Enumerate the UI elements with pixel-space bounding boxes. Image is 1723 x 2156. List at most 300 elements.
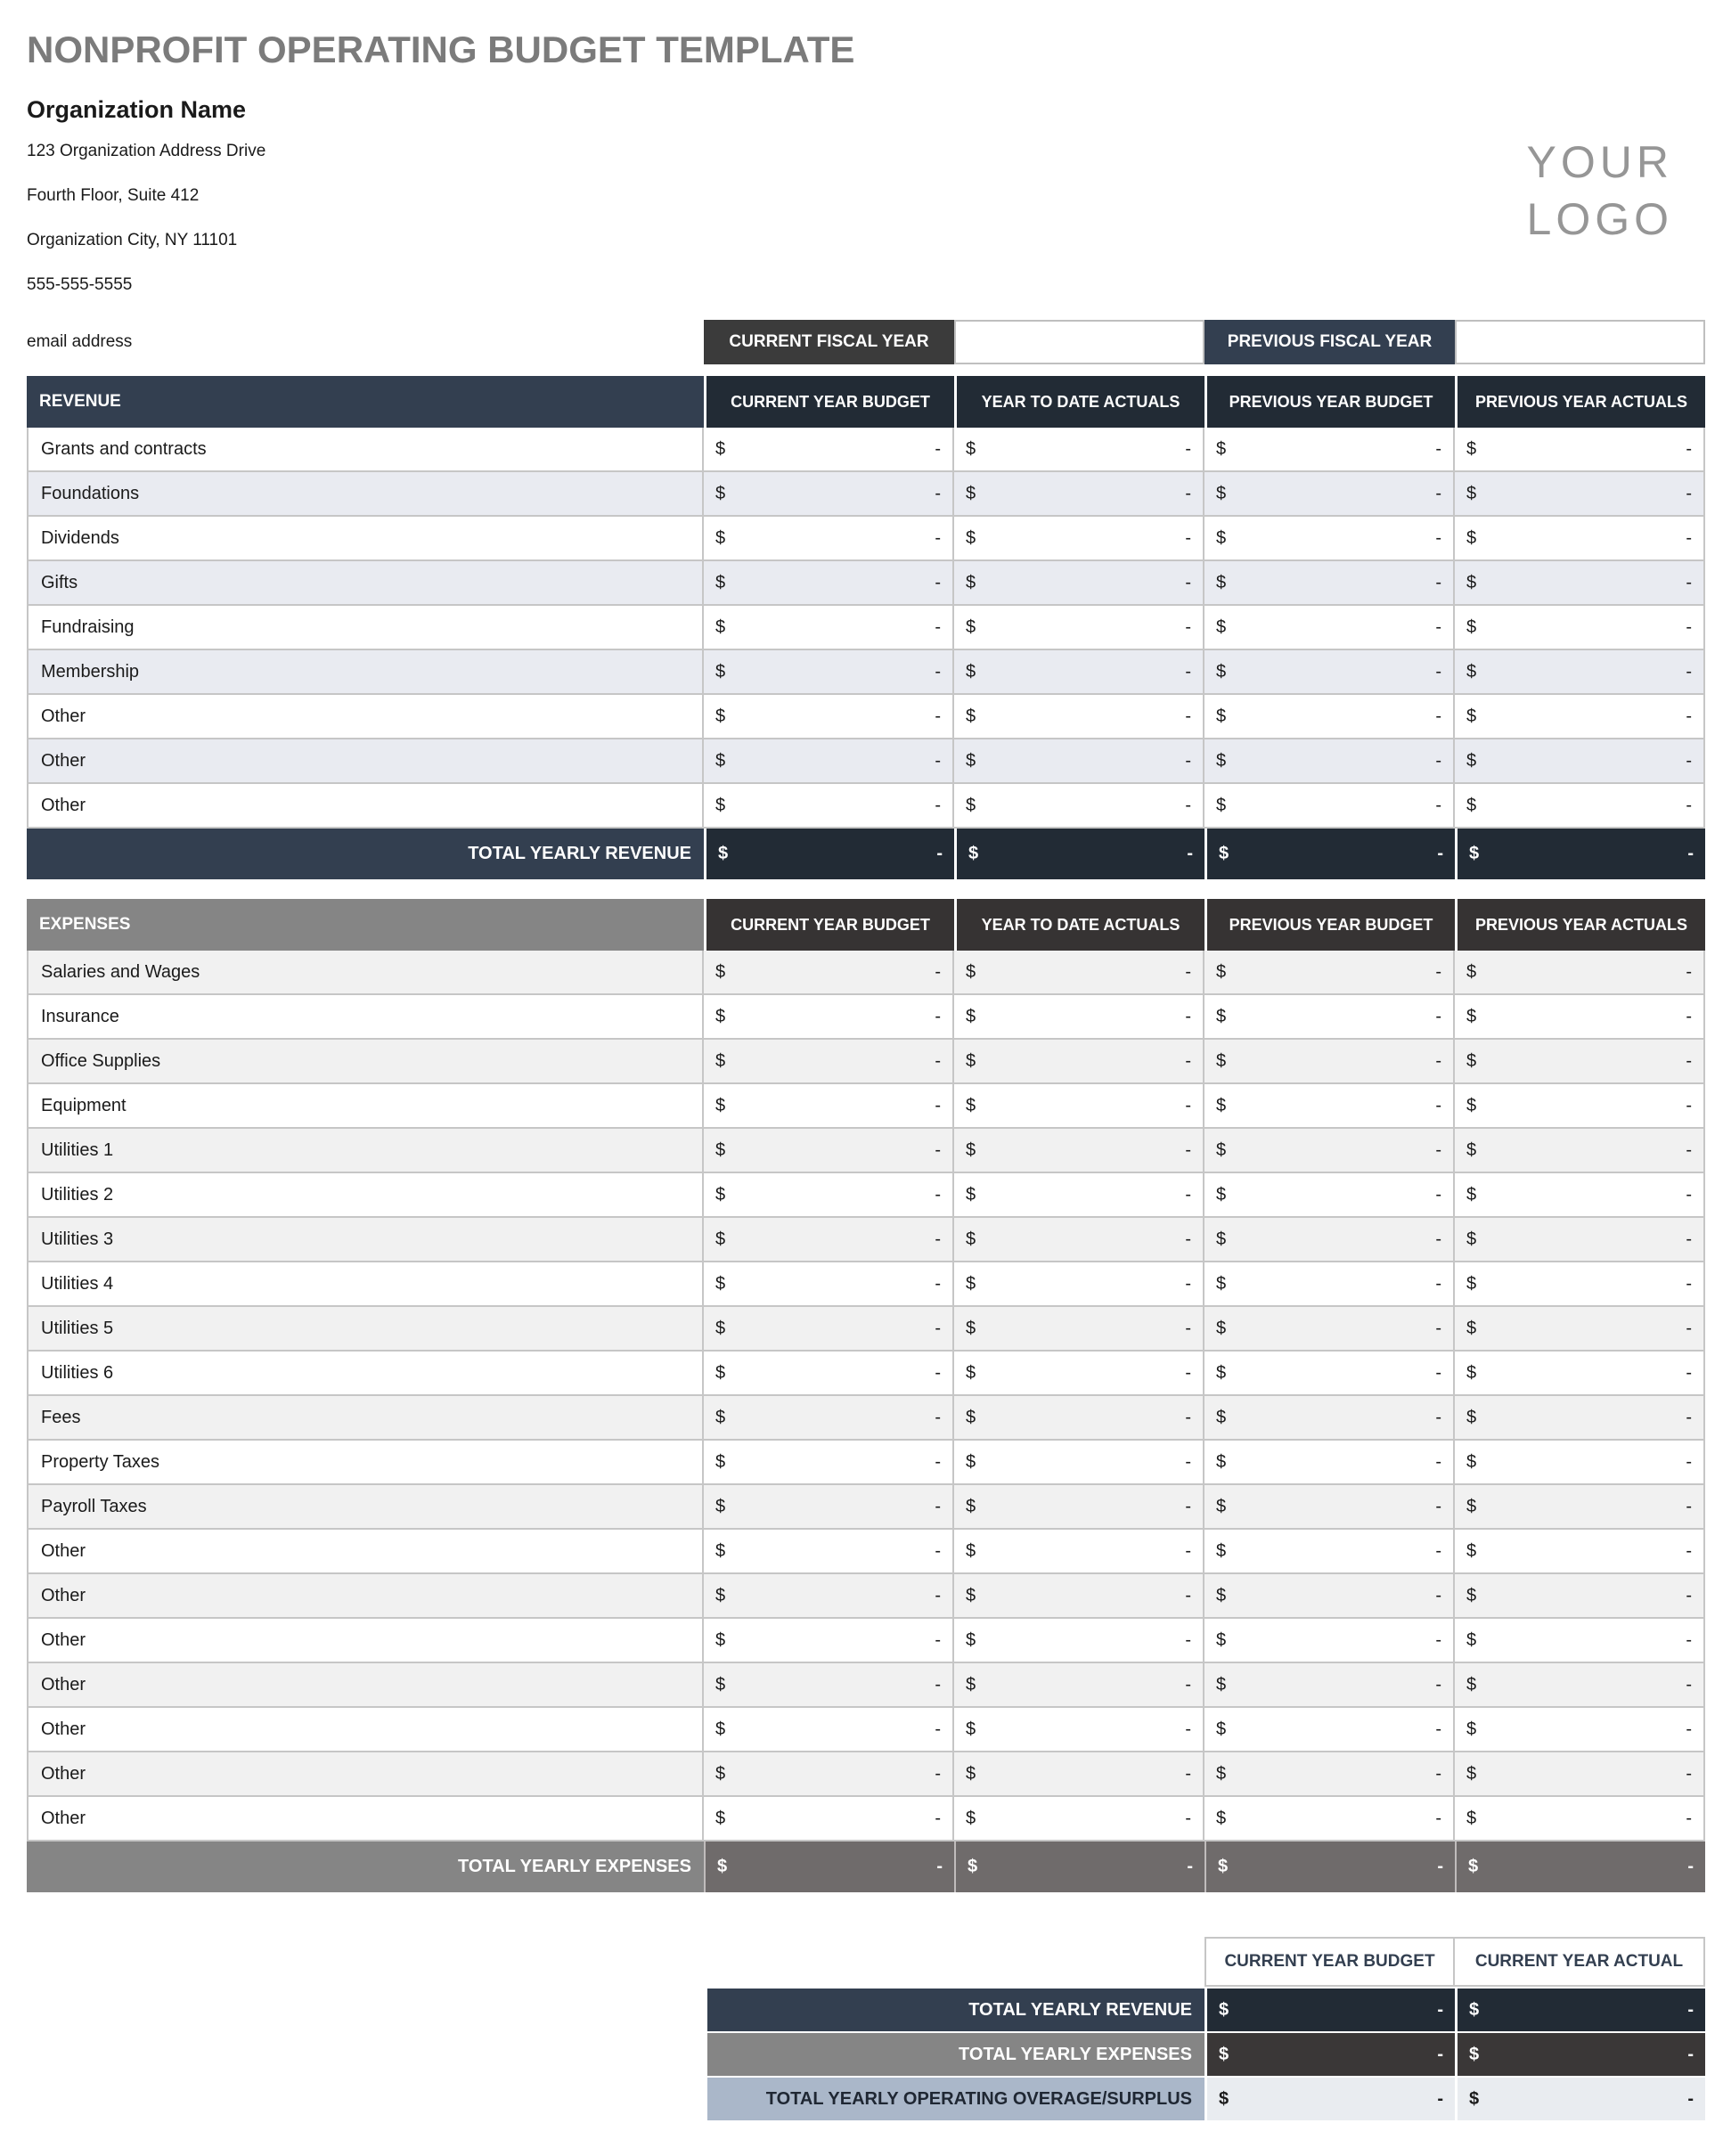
row-label-cell: Other: [27, 1708, 704, 1751]
column-header-year-to-date-actuals: YEAR TO DATE ACTUALS: [954, 376, 1204, 428]
previous-fiscal-year-label: PREVIOUS FISCAL YEAR: [1204, 320, 1455, 364]
value-cell[interactable]: [1204, 1352, 1455, 1394]
column-header-current-year-budget: CURRENT YEAR BUDGET: [704, 899, 954, 951]
currency-symbol: $: [1218, 1857, 1229, 1876]
value-cell[interactable]: [954, 1574, 1204, 1617]
value-cell[interactable]: [1204, 1797, 1455, 1840]
currency-symbol: $: [966, 1095, 976, 1115]
column-header-current-year-budget: CURRENT YEAR BUDGET: [704, 376, 954, 428]
cell-value: -: [1185, 1540, 1191, 1561]
cell-value: -: [1185, 1184, 1191, 1205]
table-row: [27, 784, 1705, 829]
cell-value: -: [1435, 1407, 1441, 1427]
currency-symbol: $: [1469, 844, 1480, 863]
row-label-cell: Gifts: [27, 561, 704, 604]
cell-value: -: [935, 1540, 941, 1561]
cell-value: -: [1686, 1273, 1692, 1294]
value-cell[interactable]: [1455, 784, 1705, 827]
value-cell[interactable]: [1455, 517, 1705, 559]
cell-value: -: [935, 1585, 941, 1605]
value-cell[interactable]: [1204, 1307, 1455, 1350]
value-cell[interactable]: [1204, 606, 1455, 649]
value-cell[interactable]: [1455, 1084, 1705, 1127]
currency-symbol: $: [1466, 1273, 1477, 1294]
value-cell[interactable]: [1455, 1708, 1705, 1751]
value-cell[interactable]: [954, 1441, 1204, 1483]
currency-symbol: $: [715, 750, 726, 771]
currency-symbol: $: [966, 1139, 976, 1160]
currency-symbol: $: [715, 1362, 726, 1383]
value-cell[interactable]: [1455, 472, 1705, 515]
currency-symbol: $: [1216, 706, 1227, 726]
fiscal-year-row: [27, 320, 1705, 364]
row-label-cell: Office Supplies: [27, 1040, 704, 1082]
value-cell[interactable]: [704, 1574, 954, 1617]
organization-address-line1: 123 Organization Address Drive: [27, 142, 266, 160]
currency-symbol: $: [1216, 795, 1227, 815]
row-label-cell: Other: [27, 1619, 704, 1662]
value-cell[interactable]: [954, 1485, 1204, 1528]
value-cell[interactable]: [1455, 1307, 1705, 1350]
currency-symbol: $: [1468, 1857, 1479, 1876]
value-cell[interactable]: [1455, 951, 1705, 993]
value-cell[interactable]: [954, 650, 1204, 693]
cell-value: -: [1435, 1095, 1441, 1115]
value-cell[interactable]: [1455, 739, 1705, 782]
currency-symbol: $: [966, 661, 976, 682]
value-cell[interactable]: [1204, 1752, 1455, 1795]
revenue-section-label: REVENUE: [27, 376, 704, 428]
cell-value: -: [1185, 1629, 1191, 1650]
currency-symbol: $: [1469, 1999, 1480, 2020]
table-row: [27, 650, 1705, 695]
page-title: NONPROFIT OPERATING BUDGET TEMPLATE: [27, 29, 855, 70]
cell-value: -: [1435, 1006, 1441, 1026]
value-cell[interactable]: [704, 1530, 954, 1572]
currency-symbol: $: [715, 1451, 726, 1472]
row-label-cell: Payroll Taxes: [27, 1485, 704, 1528]
value-cell[interactable]: [954, 1084, 1204, 1127]
row-label-cell: Grants and contracts: [27, 428, 704, 470]
value-cell[interactable]: [704, 1708, 954, 1751]
table-row: [27, 1663, 1705, 1708]
currency-symbol: $: [1216, 438, 1227, 459]
value-cell[interactable]: [704, 1218, 954, 1261]
summary-row-total-yearly-expenses: [707, 2033, 1705, 2076]
currency-symbol: $: [715, 1585, 726, 1605]
value-cell[interactable]: [1204, 1396, 1455, 1439]
value-cell[interactable]: [1204, 739, 1455, 782]
cell-value: -: [935, 1184, 941, 1205]
summary-column-current-year-actual: CURRENT YEAR ACTUAL: [1455, 1937, 1705, 1987]
value-cell[interactable]: [1204, 1262, 1455, 1305]
cell-value: -: [935, 1719, 941, 1739]
currency-symbol: $: [1216, 661, 1227, 682]
currency-symbol: $: [715, 438, 726, 459]
cell-value: -: [935, 1318, 941, 1338]
value-cell[interactable]: [1455, 1752, 1705, 1795]
value-cell[interactable]: [1204, 995, 1455, 1038]
cell-value: -: [935, 527, 941, 548]
value-cell[interactable]: [704, 1619, 954, 1662]
value-cell[interactable]: [1455, 561, 1705, 604]
value-cell[interactable]: [954, 1530, 1204, 1572]
currency-symbol: $: [717, 1857, 728, 1876]
value-cell[interactable]: [1204, 1663, 1455, 1706]
currency-symbol: $: [966, 1451, 976, 1472]
currency-symbol: $: [1466, 1719, 1477, 1739]
table-row: [27, 1530, 1705, 1574]
value-cell[interactable]: [704, 1040, 954, 1082]
cell-value: -: [1686, 661, 1692, 682]
cell-value: -: [1185, 1719, 1191, 1739]
currency-symbol: $: [1216, 1451, 1227, 1472]
revenue-rows: [27, 428, 1705, 829]
value-cell[interactable]: [704, 428, 954, 470]
value-cell[interactable]: [704, 695, 954, 738]
value-cell[interactable]: [1455, 1485, 1705, 1528]
row-label-cell: Utilities 6: [27, 1352, 704, 1394]
value-cell[interactable]: [704, 650, 954, 693]
current-fiscal-year-label: CURRENT FISCAL YEAR: [704, 320, 954, 364]
cell-value: -: [1185, 1050, 1191, 1071]
currency-symbol: $: [1466, 1451, 1477, 1472]
cell-value: -: [935, 1050, 941, 1071]
table-row: [27, 1129, 1705, 1173]
currency-symbol: $: [1466, 1139, 1477, 1160]
currency-symbol: $: [966, 795, 976, 815]
table-row: [27, 1797, 1705, 1842]
value-cell[interactable]: [1204, 1574, 1455, 1617]
cell-value: -: [1686, 1362, 1692, 1383]
cell-value: -: [1437, 1857, 1443, 1876]
cell-value: -: [1185, 1095, 1191, 1115]
currency-symbol: $: [1216, 1318, 1227, 1338]
value-cell[interactable]: [954, 1797, 1204, 1840]
value-cell[interactable]: [704, 1396, 954, 1439]
value-cell[interactable]: [1204, 1708, 1455, 1751]
value-cell[interactable]: [704, 739, 954, 782]
cell-value: -: [1686, 1674, 1692, 1695]
row-label-cell: Utilities 5: [27, 1307, 704, 1350]
value-cell[interactable]: [1455, 1663, 1705, 1706]
table-row: [27, 1619, 1705, 1663]
cell-value: -: [1185, 483, 1191, 503]
value-cell[interactable]: [704, 1262, 954, 1305]
revenue-total-cell: [704, 829, 954, 879]
value-cell[interactable]: [954, 739, 1204, 782]
currency-symbol: $: [715, 1229, 726, 1249]
logo-placeholder: [1527, 134, 1673, 248]
cell-value: -: [1686, 483, 1692, 503]
row-label-cell: Other: [27, 1752, 704, 1795]
currency-symbol: $: [966, 572, 976, 592]
row-label-cell: Other: [27, 695, 704, 738]
cell-value: -: [1185, 527, 1191, 548]
value-cell[interactable]: [954, 1173, 1204, 1216]
value-cell[interactable]: [1455, 1173, 1705, 1216]
value-cell[interactable]: [1204, 951, 1455, 993]
cell-value: -: [1185, 1318, 1191, 1338]
value-cell[interactable]: [1204, 1040, 1455, 1082]
value-cell[interactable]: [1455, 1619, 1705, 1662]
cell-value: -: [1686, 1629, 1692, 1650]
cell-value: -: [935, 1006, 941, 1026]
value-cell[interactable]: [704, 1307, 954, 1350]
current-fiscal-year-input[interactable]: [954, 320, 1204, 364]
table-row: [27, 1040, 1705, 1084]
value-cell[interactable]: [1204, 784, 1455, 827]
cell-value: -: [935, 1674, 941, 1695]
value-cell[interactable]: [704, 1752, 954, 1795]
summary-row-label: TOTAL YEARLY OPERATING OVERAGE/SURPLUS: [707, 2078, 1204, 2120]
cell-value: -: [1686, 1585, 1692, 1605]
currency-symbol: $: [715, 572, 726, 592]
expenses-total-row: [27, 1842, 1705, 1892]
cell-value: -: [935, 1273, 941, 1294]
cell-value: -: [935, 1496, 941, 1516]
table-row: [27, 1218, 1705, 1262]
currency-symbol: $: [966, 1674, 976, 1695]
value-cell[interactable]: [1204, 1485, 1455, 1528]
value-cell[interactable]: [1204, 1173, 1455, 1216]
value-cell[interactable]: [1455, 1040, 1705, 1082]
summary-value-cell: [1204, 2078, 1455, 2120]
cell-value: -: [1435, 438, 1441, 459]
value-cell[interactable]: [704, 1352, 954, 1394]
currency-symbol: $: [1466, 1095, 1477, 1115]
value-cell[interactable]: [954, 1352, 1204, 1394]
currency-symbol: $: [1469, 2088, 1480, 2109]
row-label-cell: Fundraising: [27, 606, 704, 649]
value-cell[interactable]: [954, 784, 1204, 827]
currency-symbol: $: [715, 1095, 726, 1115]
value-cell[interactable]: [954, 1129, 1204, 1172]
currency-symbol: $: [1466, 706, 1477, 726]
row-label-cell: Salaries and Wages: [27, 951, 704, 993]
value-cell[interactable]: [954, 1218, 1204, 1261]
value-cell[interactable]: [704, 784, 954, 827]
value-cell[interactable]: [954, 1262, 1204, 1305]
cell-value: -: [1437, 2088, 1443, 2109]
currency-symbol: $: [1216, 1050, 1227, 1071]
value-cell[interactable]: [1455, 1129, 1705, 1172]
value-cell[interactable]: [1455, 1797, 1705, 1840]
cell-value: -: [1435, 1496, 1441, 1516]
row-label-cell: Other: [27, 1663, 704, 1706]
fiscal-year-cells: [704, 320, 1705, 364]
cell-value: -: [1185, 1273, 1191, 1294]
summary-value-cell: [1204, 1989, 1455, 2031]
currency-symbol: $: [1466, 1184, 1477, 1205]
summary-header-row: [707, 1937, 1705, 1987]
currency-symbol: $: [966, 750, 976, 771]
currency-symbol: $: [1216, 1674, 1227, 1695]
value-cell[interactable]: [1204, 1084, 1455, 1127]
currency-symbol: $: [968, 844, 979, 863]
value-cell[interactable]: [704, 517, 954, 559]
previous-fiscal-year-input[interactable]: [1455, 320, 1705, 364]
cell-value: -: [1435, 483, 1441, 503]
value-cell[interactable]: [704, 606, 954, 649]
currency-symbol: $: [966, 438, 976, 459]
value-cell[interactable]: [954, 428, 1204, 470]
cell-value: -: [935, 706, 941, 726]
cell-value: -: [935, 795, 941, 815]
value-cell[interactable]: [1455, 1396, 1705, 1439]
cell-value: -: [1185, 750, 1191, 771]
value-cell[interactable]: [1204, 1530, 1455, 1572]
value-cell[interactable]: [1455, 650, 1705, 693]
cell-value: -: [1435, 1229, 1441, 1249]
currency-symbol: $: [966, 1184, 976, 1205]
value-cell[interactable]: [1204, 472, 1455, 515]
currency-symbol: $: [966, 1629, 976, 1650]
value-cell[interactable]: [1204, 517, 1455, 559]
currency-symbol: $: [1216, 1362, 1227, 1383]
currency-symbol: $: [966, 1808, 976, 1828]
column-header-previous-year-actuals: PREVIOUS YEAR ACTUALS: [1455, 376, 1705, 428]
value-cell[interactable]: [1455, 1352, 1705, 1394]
value-cell[interactable]: [954, 1708, 1204, 1751]
value-cell[interactable]: [704, 1485, 954, 1528]
summary-table: [707, 1937, 1705, 2120]
value-cell[interactable]: [954, 1619, 1204, 1662]
cell-value: -: [1686, 572, 1692, 592]
value-cell[interactable]: [704, 1441, 954, 1483]
expenses-total-cell: [704, 1842, 954, 1892]
currency-symbol: $: [1219, 844, 1229, 863]
cell-value: -: [935, 750, 941, 771]
value-cell[interactable]: [1455, 995, 1705, 1038]
value-cell[interactable]: [704, 1129, 954, 1172]
value-cell[interactable]: [954, 517, 1204, 559]
currency-symbol: $: [966, 1540, 976, 1561]
currency-symbol: $: [715, 1184, 726, 1205]
currency-symbol: $: [715, 1407, 726, 1427]
table-row: [27, 1708, 1705, 1752]
value-cell[interactable]: [1204, 1619, 1455, 1662]
value-cell[interactable]: [704, 1084, 954, 1127]
currency-symbol: $: [715, 1273, 726, 1294]
value-cell[interactable]: [954, 1752, 1204, 1795]
currency-symbol: $: [715, 706, 726, 726]
value-cell[interactable]: [954, 951, 1204, 993]
row-label-cell: Insurance: [27, 995, 704, 1038]
currency-symbol: $: [1219, 2088, 1229, 2109]
currency-symbol: $: [715, 1674, 726, 1695]
cell-value: -: [935, 661, 941, 682]
value-cell[interactable]: [1204, 650, 1455, 693]
cell-value: -: [1686, 1050, 1692, 1071]
value-cell[interactable]: [954, 1663, 1204, 1706]
currency-symbol: $: [715, 1139, 726, 1160]
cell-value: -: [1435, 1629, 1441, 1650]
cell-value: -: [1686, 1229, 1692, 1249]
value-cell[interactable]: [704, 1797, 954, 1840]
currency-symbol: $: [715, 527, 726, 548]
currency-symbol: $: [1216, 1540, 1227, 1561]
revenue-total-cell: [954, 829, 1204, 879]
value-cell[interactable]: [954, 995, 1204, 1038]
cell-value: -: [1686, 617, 1692, 637]
cell-value: -: [1686, 527, 1692, 548]
cell-value: -: [1686, 795, 1692, 815]
value-cell[interactable]: [954, 1307, 1204, 1350]
value-cell[interactable]: [1204, 428, 1455, 470]
currency-symbol: $: [718, 844, 729, 863]
value-cell[interactable]: [704, 1663, 954, 1706]
value-cell[interactable]: [1455, 695, 1705, 738]
value-cell[interactable]: [954, 1040, 1204, 1082]
currency-symbol: $: [1216, 1229, 1227, 1249]
table-row: [27, 739, 1705, 784]
revenue-total-label: TOTAL YEARLY REVENUE: [27, 829, 704, 879]
column-header-previous-year-budget: PREVIOUS YEAR BUDGET: [1204, 899, 1455, 951]
value-cell[interactable]: [954, 472, 1204, 515]
currency-symbol: $: [1216, 1763, 1227, 1784]
currency-symbol: $: [1216, 1095, 1227, 1115]
value-cell[interactable]: [1455, 1530, 1705, 1572]
value-cell[interactable]: [1455, 1574, 1705, 1617]
cell-value: -: [1435, 961, 1441, 982]
cell-value: -: [1185, 1585, 1191, 1605]
value-cell[interactable]: [1455, 606, 1705, 649]
summary-row-operating-overage-surplus: [707, 2078, 1705, 2120]
value-cell[interactable]: [704, 995, 954, 1038]
cell-value: -: [1185, 1451, 1191, 1472]
value-cell[interactable]: [1204, 695, 1455, 738]
currency-symbol: $: [1466, 1808, 1477, 1828]
value-cell[interactable]: [954, 1396, 1204, 1439]
cell-value: -: [1435, 1763, 1441, 1784]
expenses-section-label: EXPENSES: [27, 899, 704, 951]
value-cell[interactable]: [1455, 1441, 1705, 1483]
cell-value: -: [935, 483, 941, 503]
revenue-table: [27, 376, 1705, 879]
table-row: [27, 517, 1705, 561]
value-cell[interactable]: [1455, 428, 1705, 470]
cell-value: -: [1686, 961, 1692, 982]
value-cell[interactable]: [704, 561, 954, 604]
cell-value: -: [1185, 795, 1191, 815]
value-cell[interactable]: [1204, 1441, 1455, 1483]
cell-value: -: [1435, 572, 1441, 592]
value-cell[interactable]: [1204, 1129, 1455, 1172]
value-cell[interactable]: [1455, 1262, 1705, 1305]
value-cell[interactable]: [954, 695, 1204, 738]
expenses-rows: [27, 951, 1705, 1842]
table-row: [27, 472, 1705, 517]
value-cell[interactable]: [1204, 1218, 1455, 1261]
summary-row-label: TOTAL YEARLY REVENUE: [707, 1989, 1204, 2031]
table-row: [27, 1352, 1705, 1396]
value-cell[interactable]: [954, 606, 1204, 649]
summary-row-label: TOTAL YEARLY EXPENSES: [707, 2033, 1204, 2076]
value-cell[interactable]: [704, 1173, 954, 1216]
currency-symbol: $: [966, 1763, 976, 1784]
currency-symbol: $: [715, 1629, 726, 1650]
value-cell[interactable]: [1204, 561, 1455, 604]
value-cell[interactable]: [1455, 1218, 1705, 1261]
currency-symbol: $: [966, 1006, 976, 1026]
value-cell[interactable]: [704, 951, 954, 993]
currency-symbol: $: [966, 1719, 976, 1739]
value-cell[interactable]: [704, 472, 954, 515]
currency-symbol: $: [715, 961, 726, 982]
value-cell[interactable]: [954, 561, 1204, 604]
column-header-previous-year-budget: PREVIOUS YEAR BUDGET: [1204, 376, 1455, 428]
